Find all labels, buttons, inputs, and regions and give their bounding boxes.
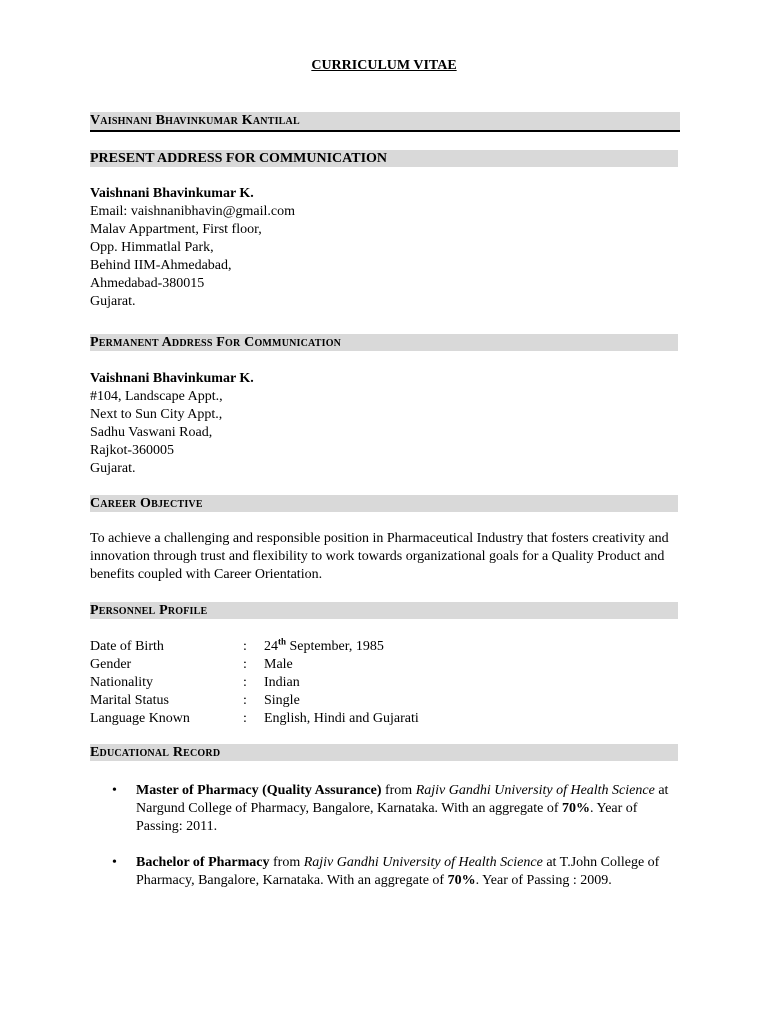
profile-value — [264, 638, 384, 656]
profile-label: Gender — [90, 657, 132, 672]
educational-record-heading: Educational Record — [90, 745, 221, 760]
profile-row-marital-status — [90, 692, 680, 710]
address-line: Rajkot-360005 — [90, 443, 174, 458]
name-heading-band — [90, 112, 680, 132]
profile-value: English, Hindi and Gujarati — [264, 711, 419, 726]
education-text — [136, 854, 678, 890]
profile-value: Indian — [264, 675, 300, 690]
education-text — [136, 782, 678, 836]
education-list-item — [90, 782, 678, 836]
career-objective-heading: Career Objective — [90, 496, 203, 511]
address-line: #104, Landscape Appt., — [90, 389, 223, 404]
profile-label: Nationality — [90, 675, 153, 690]
dob-day: 24 — [264, 639, 278, 654]
profile-label: Language Known — [90, 711, 190, 726]
present-address-band — [90, 150, 678, 167]
university-name: Rajiv Gandhi University of Health Science — [415, 783, 655, 798]
profile-value: Male — [264, 657, 293, 672]
address-line: Next to Sun City Appt., — [90, 407, 223, 422]
present-address-heading: PRESENT ADDRESS FOR COMMUNICATION — [90, 151, 388, 166]
career-objective-band — [90, 495, 678, 512]
from-text: from — [269, 855, 304, 870]
profile-separator: : — [243, 675, 247, 690]
degree-name: Bachelor of Pharmacy — [136, 855, 270, 870]
address-line: Gujarat. — [90, 294, 136, 309]
address-line: Gujarat. — [90, 461, 136, 476]
profile-separator: : — [243, 711, 247, 726]
address-line: Malav Appartment, First floor, — [90, 222, 262, 237]
college-text: at Nargund College of Pharmacy, Bangalore, Karnataka. With an aggregate of — [136, 783, 669, 816]
profile-row-dob — [90, 638, 680, 656]
profile-separator: : — [243, 693, 247, 708]
permanent-address-band — [90, 334, 678, 351]
profile-row-nationality — [90, 674, 680, 692]
email-line: Email: vaishnanibhavin@gmail.com — [90, 204, 295, 219]
document-title: CURRICULUM VITAE — [311, 58, 457, 73]
profile-row-language — [90, 710, 680, 728]
permanent-contact-name: Vaishnani Bhavinkumar K. — [90, 371, 254, 386]
personnel-profile-band — [90, 602, 678, 619]
candidate-name: Vaishnani Bhavinkumar Kantilal — [90, 113, 300, 128]
bullet-icon: • — [112, 855, 117, 870]
profile-label: Date of Birth — [90, 639, 164, 654]
permanent-address-block — [90, 370, 680, 478]
educational-record-band — [90, 744, 678, 761]
bullet-icon: • — [112, 783, 117, 798]
university-name: Rajiv Gandhi University of Health Science — [303, 855, 543, 870]
address-line: Opp. Himmatlal Park, — [90, 240, 214, 255]
from-text: from — [381, 783, 416, 798]
year-text: . Year of Passing : 2009. — [475, 873, 612, 888]
profile-separator: : — [243, 657, 247, 672]
personnel-profile-heading: Personnel Profile — [90, 603, 208, 618]
address-line: Behind IIM-Ahmedabad, — [90, 258, 232, 273]
address-line: Sadhu Vaswani Road, — [90, 425, 213, 440]
degree-name: Master of Pharmacy (Quality Assurance) — [136, 783, 382, 798]
present-contact-name: Vaishnani Bhavinkumar K. — [90, 186, 254, 201]
aggregate-value: 70% — [447, 873, 476, 888]
address-line: Ahmedabad-380015 — [90, 276, 205, 291]
education-list-item — [90, 854, 678, 890]
year-text: . Year of Passing: 2011. — [136, 801, 638, 834]
aggregate-value: 70% — [562, 801, 591, 816]
dob-rest: September, 1985 — [286, 639, 384, 654]
dob-suffix: th — [278, 636, 287, 647]
personnel-profile-table — [90, 638, 680, 728]
career-objective-text: To achieve a challenging and responsible position in Pharmaceutical Industry that fosters creativity and innovation through trust and flexibility to work towards organizational goals for a Quality Product and benefits coupled with Career Orientation. — [90, 531, 669, 582]
profile-label: Marital Status — [90, 693, 169, 708]
profile-value: Single — [264, 693, 300, 708]
profile-separator: : — [243, 639, 247, 654]
permanent-address-heading: Permanent Address For Communication — [90, 335, 342, 350]
profile-row-gender — [90, 656, 680, 674]
present-address-block — [90, 185, 680, 311]
college-text: at T.John College of Pharmacy, Bangalore, Karnataka. With an aggregate of — [136, 855, 660, 888]
